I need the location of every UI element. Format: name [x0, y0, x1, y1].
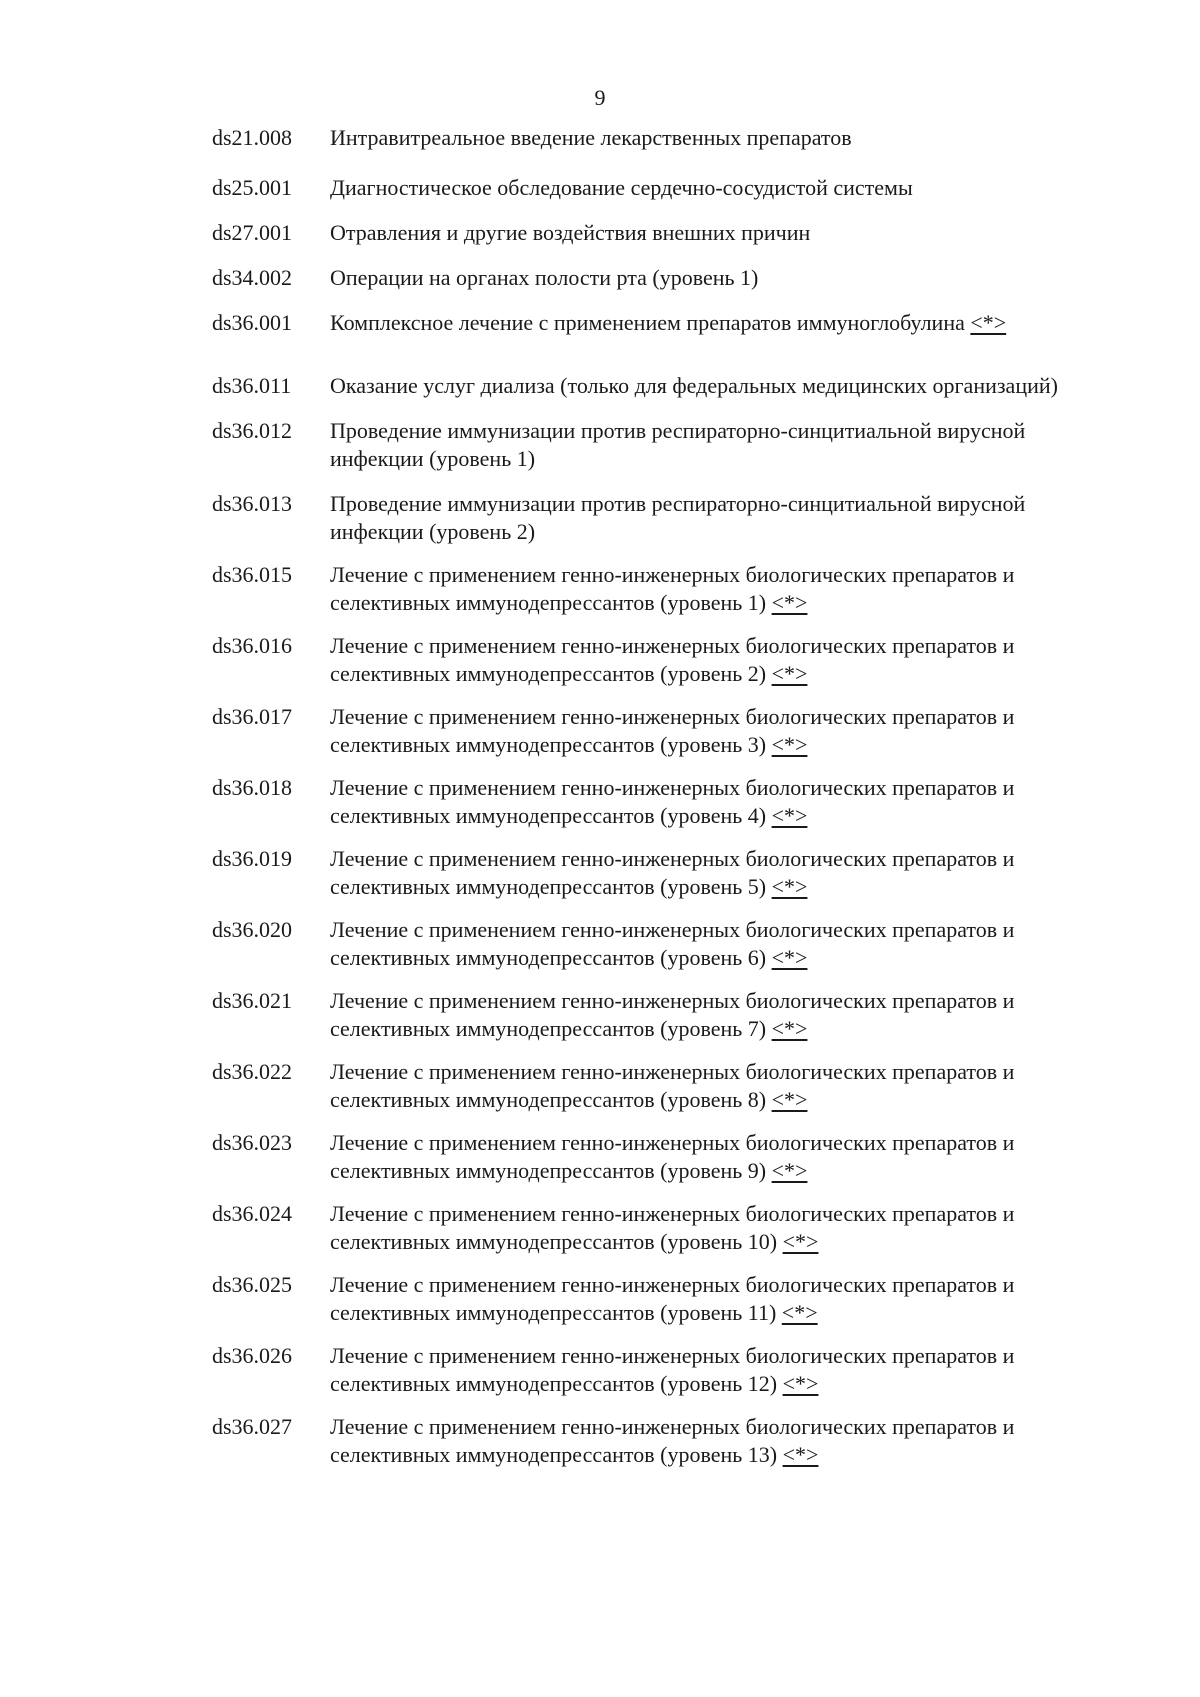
- footnote-link[interactable]: <*>: [771, 803, 808, 828]
- footnote-link[interactable]: <*>: [970, 310, 1007, 335]
- entry-description: [330, 1413, 1152, 1469]
- entry-description: [330, 1271, 1152, 1327]
- entry-ds36-022: [212, 1058, 1152, 1114]
- entry-description: [330, 703, 1152, 759]
- entry-ds36-020: [212, 916, 1152, 972]
- entry-code: ds36.025: [212, 1272, 293, 1297]
- entry-text: Лечение с применением генно-инженерных биологических препаратов и селективных иммунодепрессантов (уровень 6): [330, 917, 1015, 970]
- entry-text: Лечение с применением генно-инженерных биологических препаратов и селективных иммунодепрессантов (уровень 11): [330, 1272, 1015, 1325]
- entry-text: Оказание услуг диализа (только для федеральных медицинских организаций): [330, 373, 1058, 398]
- entry-text: Лечение с применением генно-инженерных биологических препаратов и селективных иммунодепрессантов (уровень 12): [330, 1343, 1015, 1396]
- entry-description: [330, 1129, 1152, 1185]
- entry-description: [330, 124, 1152, 152]
- entry-code: ds36.015: [212, 562, 293, 587]
- entry-text: Диагностическое обследование сердечно-сосудистой системы: [330, 175, 913, 200]
- entry-text: Отравления и другие воздействия внешних причин: [330, 220, 811, 245]
- entry-description: [330, 417, 1152, 473]
- entry-ds34-002: [212, 264, 1152, 292]
- entry-ds36-016: [212, 632, 1152, 688]
- entry-description: [330, 1200, 1152, 1256]
- footnote-link[interactable]: <*>: [771, 661, 808, 686]
- entry-ds36-018: [212, 774, 1152, 830]
- entry-ds36-021: [212, 987, 1152, 1043]
- entry-ds36-013: [212, 490, 1152, 546]
- entry-ds27-001: [212, 219, 1152, 247]
- entry-ds36-027: [212, 1413, 1152, 1469]
- entry-code: ds36.026: [212, 1343, 293, 1368]
- entry-code: ds34.002: [212, 265, 293, 290]
- footnote-link[interactable]: <*>: [782, 1442, 819, 1467]
- entry-ds36-011: [212, 372, 1152, 400]
- entry-ds36-012: [212, 417, 1152, 473]
- entry-text: Лечение с применением генно-инженерных биологических препаратов и селективных иммунодепрессантов (уровень 7): [330, 988, 1015, 1041]
- footnote-link[interactable]: <*>: [782, 1371, 819, 1396]
- entry-ds36-015: [212, 561, 1152, 617]
- entry-text: Комплексное лечение с применением препаратов иммуноглобулина: [330, 310, 965, 335]
- entry-description: [330, 987, 1152, 1043]
- entry-code: ds27.001: [212, 220, 293, 245]
- entry-text: Лечение с применением генно-инженерных биологических препаратов и селективных иммунодепрессантов (уровень 4): [330, 775, 1015, 828]
- entry-description: [330, 219, 1152, 247]
- entry-code: ds36.011: [212, 373, 292, 398]
- entry-code: ds36.022: [212, 1059, 293, 1084]
- entry-description: [330, 632, 1152, 688]
- entry-code: ds36.013: [212, 491, 293, 516]
- entry-text: Проведение иммунизации против респираторно-синцитиальной вирусной инфекции (уровень 2): [330, 491, 1026, 544]
- footnote-link[interactable]: <*>: [771, 874, 808, 899]
- entry-description: [330, 372, 1152, 400]
- entry-code: ds36.024: [212, 1201, 293, 1226]
- entry-code: ds36.021: [212, 988, 293, 1013]
- entry-code: ds36.023: [212, 1130, 293, 1155]
- entry-code: ds36.018: [212, 775, 293, 800]
- entry-code: ds36.017: [212, 704, 293, 729]
- footnote-link[interactable]: <*>: [771, 590, 808, 615]
- entry-description: [330, 490, 1152, 546]
- entry-ds36-019: [212, 845, 1152, 901]
- entry-description: [330, 845, 1152, 901]
- entry-ds21-008: [212, 124, 1152, 152]
- entry-text: Лечение с применением генно-инженерных биологических препаратов и селективных иммунодепрессантов (уровень 10): [330, 1201, 1015, 1254]
- entry-description: [330, 916, 1152, 972]
- footnote-link[interactable]: <*>: [782, 1229, 819, 1254]
- entry-text: Лечение с применением генно-инженерных биологических препаратов и селективных иммунодепрессантов (уровень 1): [330, 562, 1015, 615]
- entry-description: [330, 1342, 1152, 1398]
- entry-description: [330, 174, 1152, 202]
- entry-text: Операции на органах полости рта (уровень 1): [330, 265, 759, 290]
- entry-text: Лечение с применением генно-инженерных биологических препаратов и селективных иммунодепрессантов (уровень 5): [330, 846, 1015, 899]
- entry-code: ds36.019: [212, 846, 293, 871]
- entry-ds36-025: [212, 1271, 1152, 1327]
- entry-code: ds36.020: [212, 917, 293, 942]
- entry-description: [330, 264, 1152, 292]
- entry-code: ds36.016: [212, 633, 293, 658]
- entry-text: Лечение с применением генно-инженерных биологических препаратов и селективных иммунодепрессантов (уровень 13): [330, 1414, 1015, 1467]
- entry-code: ds36.027: [212, 1414, 293, 1439]
- entry-text: Лечение с применением генно-инженерных биологических препаратов и селективных иммунодепрессантов (уровень 3): [330, 704, 1015, 757]
- entry-ds36-001: [212, 309, 1152, 337]
- entry-ds36-024: [212, 1200, 1152, 1256]
- entries-list: [212, 124, 1152, 1469]
- entry-description: [330, 561, 1152, 617]
- entry-ds36-026: [212, 1342, 1152, 1398]
- footnote-link[interactable]: <*>: [771, 1158, 808, 1183]
- footnote-link[interactable]: <*>: [771, 1016, 808, 1041]
- entry-text: Лечение с применением генно-инженерных биологических препаратов и селективных иммунодепрессантов (уровень 9): [330, 1130, 1015, 1183]
- entry-code: ds21.008: [212, 125, 293, 150]
- entry-code: ds36.012: [212, 418, 293, 443]
- footnote-link[interactable]: <*>: [771, 945, 808, 970]
- entry-description: [330, 774, 1152, 830]
- entry-text: Проведение иммунизации против респираторно-синцитиальной вирусной инфекции (уровень 1): [330, 418, 1026, 471]
- entry-code: ds36.001: [212, 310, 293, 335]
- entry-ds36-023: [212, 1129, 1152, 1185]
- entry-code: ds25.001: [212, 175, 293, 200]
- entry-ds36-017: [212, 703, 1152, 759]
- entry-description: [330, 1058, 1152, 1114]
- footnote-link[interactable]: <*>: [771, 1087, 808, 1112]
- entry-text: Лечение с применением генно-инженерных биологических препаратов и селективных иммунодепрессантов (уровень 2): [330, 633, 1015, 686]
- entry-description: [330, 309, 1152, 337]
- footnote-link[interactable]: <*>: [771, 732, 808, 757]
- page-number: 9: [594, 85, 606, 110]
- entry-text: Лечение с применением генно-инженерных биологических препаратов и селективных иммунодепрессантов (уровень 8): [330, 1059, 1015, 1112]
- entry-ds25-001: [212, 174, 1152, 202]
- footnote-link[interactable]: <*>: [781, 1300, 818, 1325]
- entry-text: Интравитреальное введение лекарственных препаратов: [330, 125, 852, 150]
